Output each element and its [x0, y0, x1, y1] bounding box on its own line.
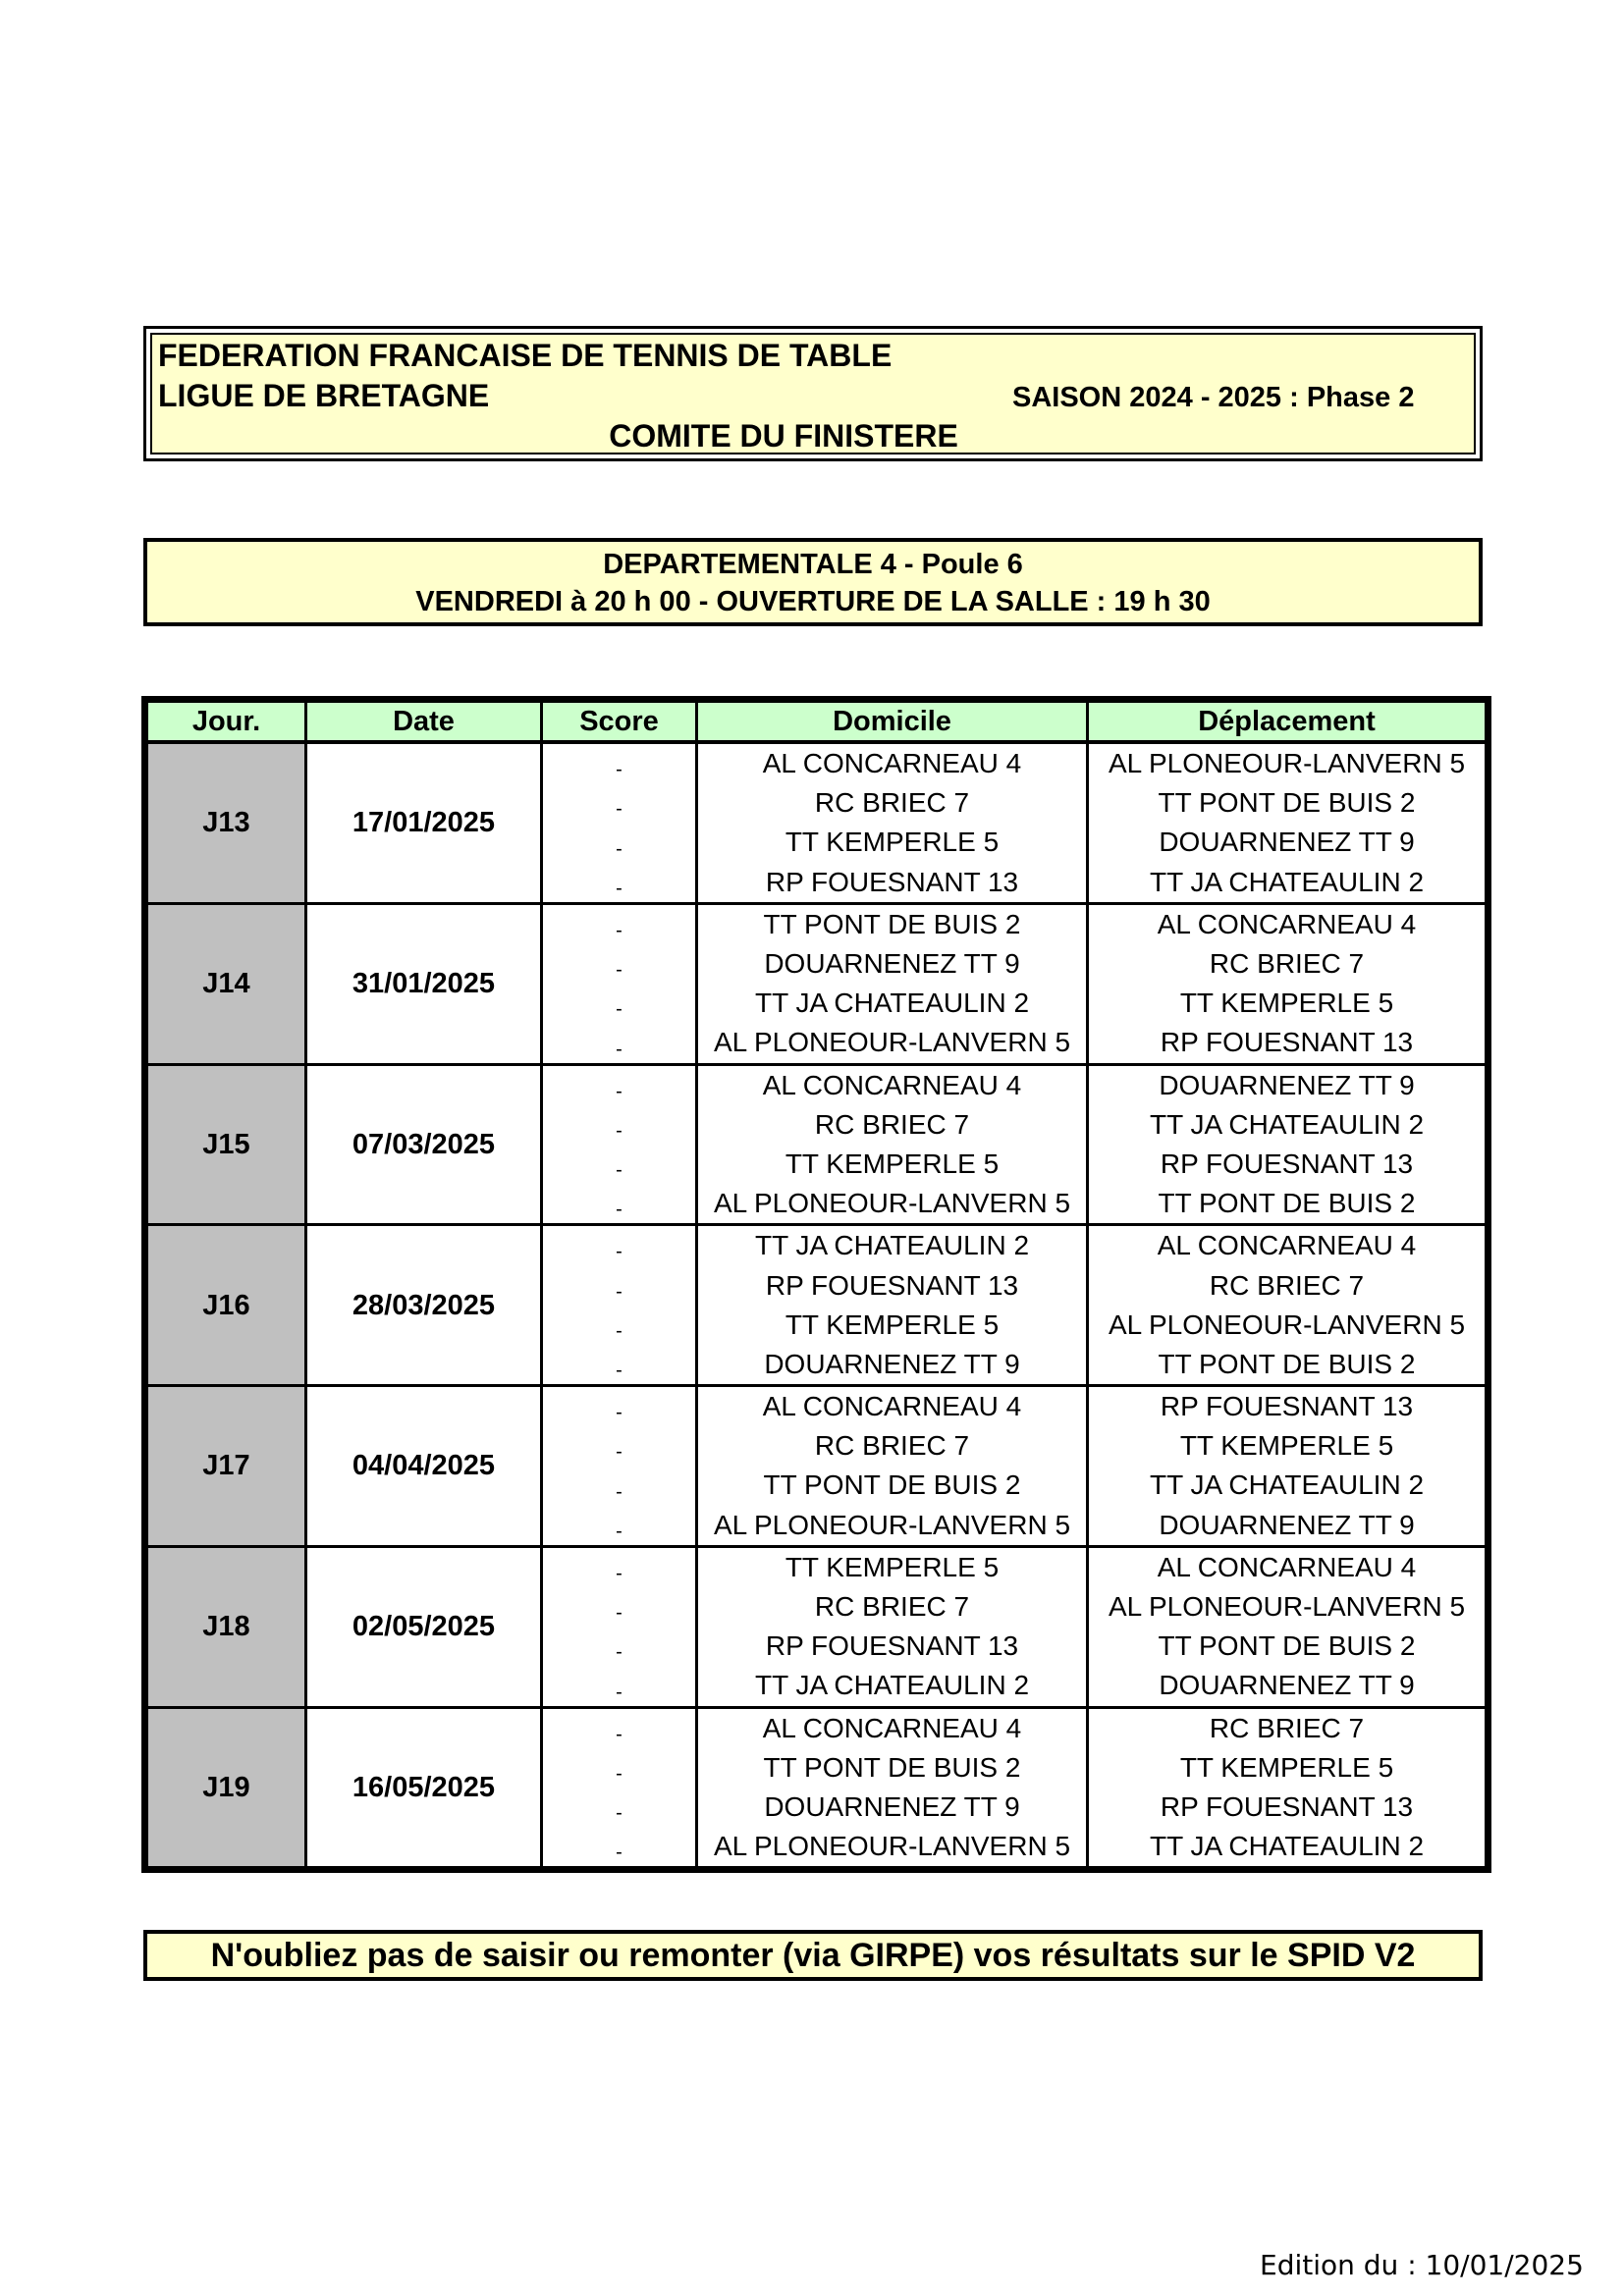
header-deplacement: Déplacement — [1088, 702, 1487, 743]
match-score: - — [542, 1748, 697, 1788]
match-score: - — [542, 1064, 697, 1105]
header-domicile: Domicile — [697, 702, 1088, 743]
match-home-team: AL PLONEOUR-LANVERN 5 — [697, 1184, 1088, 1225]
match-home-team: RP FOUESNANT 13 — [697, 863, 1088, 904]
match-away-team: AL PLONEOUR-LANVERN 5 — [1088, 1587, 1487, 1627]
match-score: - — [542, 1145, 697, 1184]
round-date: 02/05/2025 — [306, 1546, 542, 1707]
match-away-team: RC BRIEC 7 — [1088, 944, 1487, 984]
federation-header-inner — [150, 333, 1476, 454]
table-row — [147, 742, 1487, 783]
match-score: - — [542, 903, 697, 944]
match-home-team: TT JA CHATEAULIN 2 — [697, 984, 1088, 1023]
table-row — [147, 1707, 1487, 1748]
match-score: - — [542, 1306, 697, 1345]
match-score: - — [542, 1386, 697, 1427]
match-home-team: TT PONT DE BUIS 2 — [697, 1466, 1088, 1505]
match-home-team: RC BRIEC 7 — [697, 783, 1088, 823]
match-home-team: TT JA CHATEAULIN 2 — [697, 1666, 1088, 1707]
round-jour: J18 — [147, 1546, 306, 1707]
division-banner — [143, 538, 1483, 626]
match-home-team: AL CONCARNEAU 4 — [697, 1707, 1088, 1748]
match-score: - — [542, 1225, 697, 1266]
round-date: 04/04/2025 — [306, 1386, 542, 1547]
match-score: - — [542, 1466, 697, 1505]
match-away-team: TT JA CHATEAULIN 2 — [1088, 1466, 1487, 1505]
match-score: - — [542, 1265, 697, 1305]
match-home-team: AL CONCARNEAU 4 — [697, 1064, 1088, 1105]
table-row — [147, 1064, 1487, 1105]
match-home-team: DOUARNENEZ TT 9 — [697, 1788, 1088, 1827]
match-score: - — [542, 863, 697, 904]
match-home-team: RP FOUESNANT 13 — [697, 1265, 1088, 1305]
match-away-team: RP FOUESNANT 13 — [1088, 1145, 1487, 1184]
match-home-team: TT PONT DE BUIS 2 — [697, 1748, 1088, 1788]
match-away-team: RP FOUESNANT 13 — [1088, 1386, 1487, 1427]
header-jour: Jour. — [147, 702, 306, 743]
match-score: - — [542, 1105, 697, 1145]
match-score: - — [542, 1023, 697, 1064]
match-away-team: RC BRIEC 7 — [1088, 1707, 1487, 1748]
match-away-team: AL PLONEOUR-LANVERN 5 — [1088, 742, 1487, 783]
match-score: - — [542, 1184, 697, 1225]
match-home-team: TT JA CHATEAULIN 2 — [697, 1225, 1088, 1266]
table-row — [147, 903, 1487, 944]
round-date: 16/05/2025 — [306, 1707, 542, 1868]
match-away-team: TT JA CHATEAULIN 2 — [1088, 1827, 1487, 1868]
round-date: 28/03/2025 — [306, 1225, 542, 1386]
match-home-team: RC BRIEC 7 — [697, 1587, 1088, 1627]
comite-name: COMITE DU FINISTERE — [609, 418, 958, 454]
round-jour: J13 — [147, 742, 306, 903]
match-home-team: TT KEMPERLE 5 — [697, 1306, 1088, 1345]
round-jour: J19 — [147, 1707, 306, 1868]
match-score: - — [542, 783, 697, 823]
match-away-team: DOUARNENEZ TT 9 — [1088, 823, 1487, 862]
match-score: - — [542, 1627, 697, 1666]
match-away-team: TT KEMPERLE 5 — [1088, 1426, 1487, 1466]
match-away-team: RP FOUESNANT 13 — [1088, 1023, 1487, 1064]
match-score: - — [542, 1587, 697, 1627]
match-away-team: DOUARNENEZ TT 9 — [1088, 1666, 1487, 1707]
match-away-team: TT JA CHATEAULIN 2 — [1088, 863, 1487, 904]
match-score: - — [542, 1827, 697, 1868]
table-header-row — [147, 702, 1487, 743]
match-score: - — [542, 1546, 697, 1587]
match-score: - — [542, 984, 697, 1023]
match-away-team: RC BRIEC 7 — [1088, 1265, 1487, 1305]
match-score: - — [542, 1666, 697, 1707]
header-score: Score — [542, 702, 697, 743]
match-away-team: AL CONCARNEAU 4 — [1088, 903, 1487, 944]
match-away-team: TT PONT DE BUIS 2 — [1088, 1627, 1487, 1666]
round-jour: J17 — [147, 1386, 306, 1547]
match-away-team: RP FOUESNANT 13 — [1088, 1788, 1487, 1827]
ligue-name: LIGUE DE BRETAGNE — [158, 378, 490, 413]
federation-name: FEDERATION FRANCAISE DE TENNIS DE TABLE — [158, 338, 893, 373]
schedule-body — [147, 742, 1487, 1868]
match-score: - — [542, 1788, 697, 1827]
match-home-team: RC BRIEC 7 — [697, 1426, 1088, 1466]
match-home-team: AL PLONEOUR-LANVERN 5 — [697, 1827, 1088, 1868]
round-date: 31/01/2025 — [306, 903, 542, 1064]
reminder-banner: N'oubliez pas de saisir ou remonter (via GIRPE) vos résultats sur le SPID V2 — [143, 1930, 1483, 1981]
match-score: - — [542, 1506, 697, 1547]
edition-date: Edition du : 10/01/2025 — [1260, 2249, 1584, 2281]
round-jour: J16 — [147, 1225, 306, 1386]
match-home-team: TT KEMPERLE 5 — [697, 1546, 1088, 1587]
match-home-team: AL CONCARNEAU 4 — [697, 742, 1088, 783]
federation-header — [143, 326, 1483, 461]
match-home-team: AL PLONEOUR-LANVERN 5 — [697, 1023, 1088, 1064]
match-away-team: AL PLONEOUR-LANVERN 5 — [1088, 1306, 1487, 1345]
division-title: DEPARTEMENTALE 4 - Poule 6 — [603, 549, 1023, 580]
match-home-team: RP FOUESNANT 13 — [697, 1627, 1088, 1666]
match-away-team: DOUARNENEZ TT 9 — [1088, 1506, 1487, 1547]
match-home-team: RC BRIEC 7 — [697, 1105, 1088, 1145]
match-home-team: TT KEMPERLE 5 — [697, 1145, 1088, 1184]
division-schedule: VENDREDI à 20 h 00 - OUVERTURE DE LA SALLE : 19 h 30 — [415, 586, 1211, 617]
match-score: - — [542, 823, 697, 862]
match-away-team: DOUARNENEZ TT 9 — [1088, 1064, 1487, 1105]
match-away-team: TT PONT DE BUIS 2 — [1088, 783, 1487, 823]
match-away-team: AL CONCARNEAU 4 — [1088, 1546, 1487, 1587]
match-away-team: TT KEMPERLE 5 — [1088, 1748, 1487, 1788]
header-date: Date — [306, 702, 542, 743]
round-date: 07/03/2025 — [306, 1064, 542, 1225]
table-row — [147, 1386, 1487, 1427]
table-row — [147, 1225, 1487, 1266]
match-away-team: TT KEMPERLE 5 — [1088, 984, 1487, 1023]
match-home-team: DOUARNENEZ TT 9 — [697, 944, 1088, 984]
match-away-team: TT PONT DE BUIS 2 — [1088, 1345, 1487, 1386]
schedule-table — [145, 700, 1488, 1869]
match-score: - — [542, 944, 697, 984]
match-score: - — [542, 1707, 697, 1748]
round-jour: J15 — [147, 1064, 306, 1225]
match-home-team: AL CONCARNEAU 4 — [697, 1386, 1088, 1427]
match-score: - — [542, 1426, 697, 1466]
match-home-team: TT PONT DE BUIS 2 — [697, 903, 1088, 944]
round-jour: J14 — [147, 903, 306, 1064]
season-label: SAISON 2024 - 2025 : Phase 2 — [1012, 382, 1415, 413]
match-away-team: TT PONT DE BUIS 2 — [1088, 1184, 1487, 1225]
round-date: 17/01/2025 — [306, 742, 542, 903]
match-away-team: TT JA CHATEAULIN 2 — [1088, 1105, 1487, 1145]
match-home-team: AL PLONEOUR-LANVERN 5 — [697, 1506, 1088, 1547]
match-home-team: TT KEMPERLE 5 — [697, 823, 1088, 862]
match-score: - — [542, 742, 697, 783]
match-home-team: DOUARNENEZ TT 9 — [697, 1345, 1088, 1386]
match-away-team: AL CONCARNEAU 4 — [1088, 1225, 1487, 1266]
table-row — [147, 1546, 1487, 1587]
match-score: - — [542, 1345, 697, 1386]
